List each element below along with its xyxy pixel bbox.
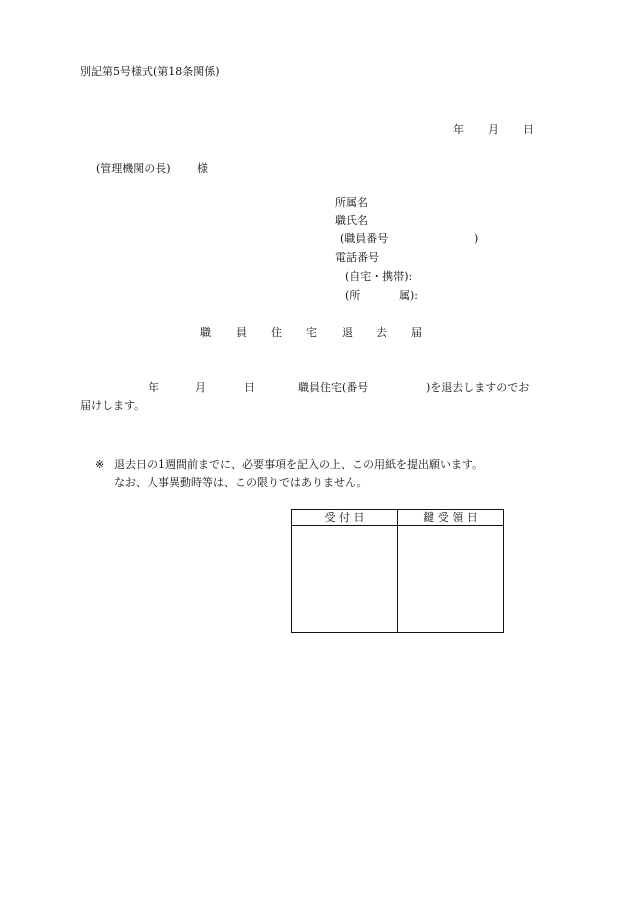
note-mark: ※	[95, 458, 105, 471]
employee-number-close: )	[474, 232, 479, 245]
date-month: 月	[488, 123, 499, 136]
body-statement: )を退去しますのでお	[426, 381, 530, 394]
name-label: 職氏名	[335, 214, 368, 227]
receipt-table-divider	[397, 510, 398, 632]
body-statement-line2: 届けします。	[80, 399, 146, 412]
form-title-char: 届	[411, 326, 422, 339]
key-received-date-header: 鍵 受 領 日	[423, 511, 478, 524]
form-title-char: 職	[200, 326, 211, 339]
form-title-char: 員	[236, 326, 247, 339]
phone-office-b: 属):	[399, 289, 418, 302]
body-year: 年	[148, 381, 159, 394]
body-day: 日	[244, 381, 255, 394]
phone-office-a: (所	[345, 289, 361, 302]
employee-number-label: (職員番号	[340, 232, 389, 245]
form-number: 別記第5号様式(第18条関係)	[80, 65, 220, 78]
note-line-1: 退去日の1週間前までに、必要事項を記入の上、この用紙を提出願います。	[114, 458, 484, 471]
addressee-label: (管理機関の長)	[96, 162, 171, 175]
receipt-table	[291, 509, 504, 633]
form-title-char: 去	[376, 326, 387, 339]
form-title-char: 住	[271, 326, 282, 339]
addressee-honorific: 様	[197, 162, 208, 175]
date-day: 日	[523, 123, 534, 136]
affiliation-label: 所属名	[335, 196, 368, 209]
phone-label: 電話番号	[335, 251, 379, 264]
body-housing-number: 職員住宅(番号	[298, 381, 369, 394]
receipt-date-header: 受 付 日	[324, 511, 365, 524]
form-title-char: 宅	[306, 326, 317, 339]
date-year: 年	[453, 123, 464, 136]
form-title-char: 退	[342, 326, 353, 339]
phone-home-mobile: (自宅・携帯):	[345, 270, 413, 283]
body-month: 月	[195, 381, 206, 394]
note-line-2: なお、人事異動時等は、この限りではありません。	[114, 476, 368, 489]
